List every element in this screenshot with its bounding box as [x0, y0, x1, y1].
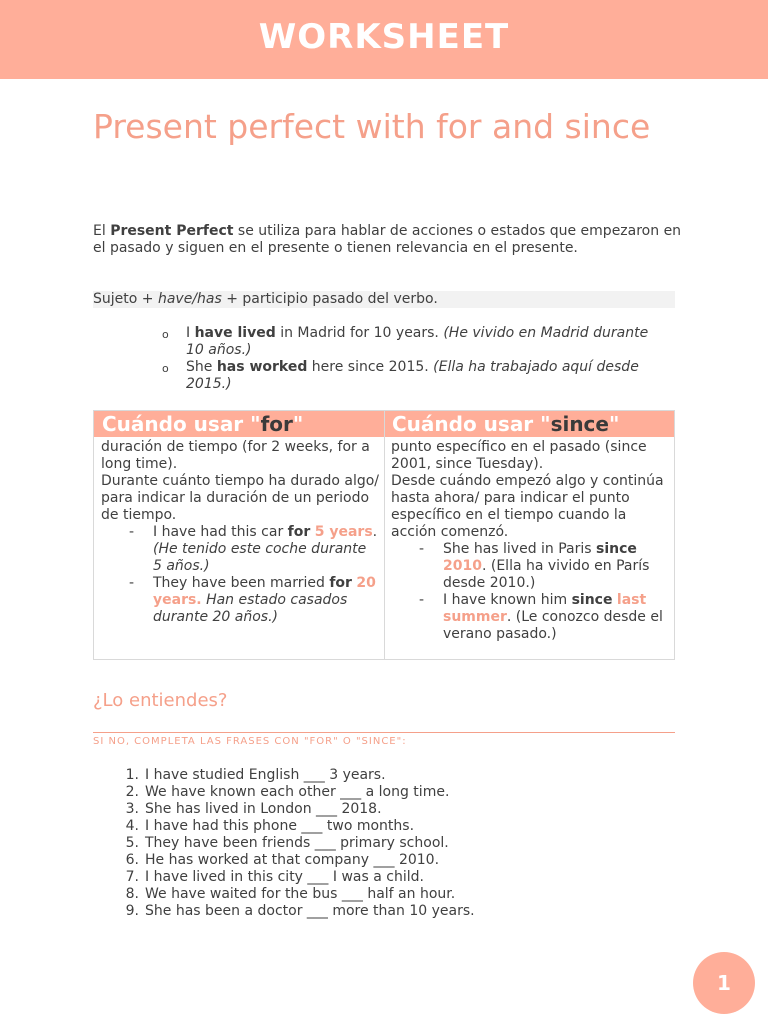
dash-bullet-icon: -: [419, 592, 425, 608]
practice-instruction: SI NO, COMPLETA LAS FRASES CON "FOR" O "SINCE":: [93, 736, 407, 747]
example-bold: have lived: [194, 325, 276, 341]
intro-bold: Present Perfect: [110, 223, 234, 239]
section-divider: [93, 732, 675, 733]
for-ex-post: .: [372, 524, 378, 540]
since-ex-highlight: 2010: [443, 558, 482, 574]
usage-table: [93, 410, 675, 660]
header-banner: [0, 0, 768, 79]
for-column: [101, 439, 379, 626]
exercise-item: [93, 784, 653, 801]
page-title: Present perfect with for and since: [93, 107, 651, 146]
column-divider: [384, 411, 385, 659]
for-ex-pre: They have been married: [153, 575, 330, 591]
since-example: [419, 541, 669, 592]
formula-part2: have/has: [157, 291, 222, 307]
exercise-sentence: She has lived in London ___ 2018.: [145, 801, 382, 817]
for-ex-translation: (He tenido este coche durante 5 años.): [153, 541, 367, 574]
practice-title: ¿Lo entiendes?: [93, 690, 228, 711]
for-ex-highlight: 20 years.: [153, 575, 376, 608]
exercise-item: [93, 835, 653, 852]
since-ex-pre: She has lived in Paris: [443, 541, 597, 557]
for-ex-translation: Han estado casados durante 20 años.): [153, 592, 348, 625]
intro-before: El: [93, 223, 111, 239]
header-for: [102, 411, 303, 437]
for-ex-bold: for: [287, 524, 311, 540]
exercise-item: [93, 767, 653, 784]
exercise-sentence: We have known each other ___ a long time.: [145, 784, 450, 800]
intro-paragraph: [93, 223, 683, 257]
since-example: [419, 592, 669, 643]
exercise-sentence: I have lived in this city ___ I was a child.: [145, 869, 424, 885]
for-examples: [101, 524, 379, 626]
since-definition: punto específico en el pasado (since 2001, since Tuesday).: [391, 439, 647, 472]
exercise-sentence: They have been friends ___ primary school.: [145, 835, 449, 851]
exercise-item: [93, 869, 653, 886]
exercise-number: 2.: [125, 784, 139, 800]
for-ex-pre: I have had this car: [153, 524, 288, 540]
exercise-sentence: We have waited for the bus ___ half an hour.: [145, 886, 456, 902]
exercise-number: 8.: [125, 886, 139, 902]
example-translation: (Ella ha trabajado aquí desde 2015.): [186, 359, 639, 392]
intro-after: se utiliza para hablar de acciones o estados que empezaron en el pasado y siguen en el presente o tienen relevancia en el presente.: [93, 223, 682, 256]
example-item: [162, 325, 652, 359]
exercise-sentence: I have studied English ___ 3 years.: [145, 767, 386, 783]
exercise-number: 5.: [125, 835, 139, 851]
page-number-badge: 1: [693, 952, 755, 1014]
header-since-keyword: since: [550, 412, 609, 436]
circle-bullet-icon: o: [162, 362, 169, 375]
exercise-sentence: I have had this phone ___ two months.: [145, 818, 415, 834]
formula-box: [93, 291, 675, 308]
banner-title: WORKSHEET: [258, 17, 510, 57]
since-examples: [391, 541, 669, 643]
formula-part3: + participio pasado del verbo.: [221, 291, 438, 307]
since-ex-post: . (Ella ha vivido en París desde 2010.): [443, 558, 650, 591]
dash-bullet-icon: -: [129, 524, 135, 540]
header-for-post: ": [292, 412, 304, 436]
for-ex-highlight: 5 years: [314, 524, 373, 540]
header-for-keyword: for: [260, 412, 293, 436]
exercise-item: [93, 903, 653, 920]
for-ex-bold: for: [329, 575, 352, 591]
example-pre: I: [186, 325, 195, 341]
example-item: [162, 359, 652, 393]
since-ex-post: . (Le conozco desde el verano pasado.): [443, 609, 663, 642]
since-ex-highlight: last summer: [443, 592, 647, 625]
for-example: [129, 575, 379, 626]
exercise-item: [93, 801, 653, 818]
exercise-number: 4.: [125, 818, 139, 834]
exercise-number: 6.: [125, 852, 139, 868]
example-list: [162, 325, 652, 393]
since-ex-bold: since: [596, 541, 637, 557]
example-translation: (He vivido en Madrid durante 10 años.): [186, 325, 649, 358]
exercise-number: 9.: [125, 903, 139, 919]
exercise-item: [93, 818, 653, 835]
exercise-sentence: She has been a doctor ___ more than 10 years.: [145, 903, 475, 919]
dash-bullet-icon: -: [419, 541, 425, 557]
since-ex-bold: since: [571, 592, 613, 608]
circle-bullet-icon: o: [162, 328, 169, 341]
exercise-item: [93, 852, 653, 869]
exercise-number: 7.: [125, 869, 139, 885]
since-column: [391, 439, 669, 643]
example-post: in Madrid for 10 years.: [275, 325, 444, 341]
for-example: [129, 524, 379, 575]
header-for-pre: Cuándo usar ": [102, 412, 261, 436]
for-explanation: Durante cuánto tiempo ha durado algo/ para indicar la duración de un periodo de tiempo.: [101, 473, 380, 523]
exercise-number: 1.: [125, 767, 139, 783]
exercise-list: [93, 767, 653, 920]
example-pre: She: [186, 359, 217, 375]
since-ex-pre: I have known him: [443, 592, 572, 608]
dash-bullet-icon: -: [129, 575, 135, 591]
for-definition: duración de tiempo (for 2 weeks, for a long time).: [101, 439, 370, 472]
exercise-item: [93, 886, 653, 903]
exercise-number: 3.: [125, 801, 139, 817]
header-since-post: ": [608, 412, 620, 436]
formula-part1: Sujeto +: [93, 291, 158, 307]
example-bold: has worked: [216, 359, 308, 375]
since-explanation: Desde cuándo empezó algo y continúa hasta ahora/ para indicar el punto específico en el tiempo cuando la acción comenzó.: [391, 473, 664, 540]
exercise-sentence: He has worked at that company ___ 2010.: [145, 852, 440, 868]
header-since-pre: Cuándo usar ": [392, 412, 551, 436]
example-post: here since 2015.: [307, 359, 434, 375]
header-since: [392, 411, 619, 437]
